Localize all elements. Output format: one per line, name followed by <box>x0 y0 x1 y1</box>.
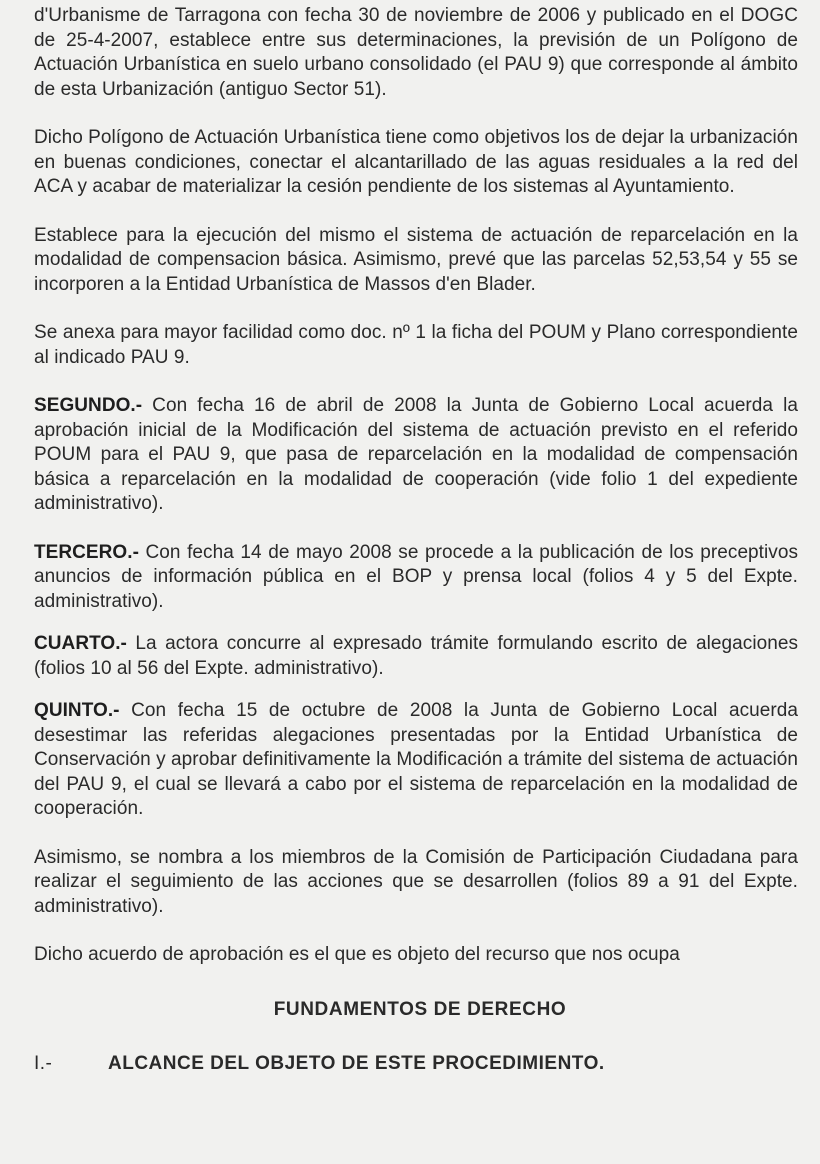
section-heading: FUNDAMENTOS DE DERECHO <box>273 998 567 1020</box>
paragraph-poum-background: d'Urbanisme de Tarragona con fecha 30 de noviembre de 2006 y publicado en el DOGC de 25-4-2007, establece entre sus determinaciones, la previsión de un Polígono de Actuación Urbanística en suelo urbano consolidado (el PAU 9) que corresponde al ámbito de esta Urbanización (antiguo Sector 51). <box>34 5 798 100</box>
paragraph-annex: Se anexa para mayor facilidad como doc. nº 1 la ficha del POUM y Plano correspondiente al indicado PAU 9. <box>34 322 798 368</box>
subsection-number: I.- <box>34 1052 53 1074</box>
quinto-text: Con fecha 15 de octubre de 2008 la Junta de Gobierno Local acuerda desestimar las referidas alegaciones presentadas por la Entidad Urbanística de Conservación y aprobar definitivamente la Modificación a trámite del sistema de actuación del PAU 9, el cual se llevará a cabo por el sistema de reparcelación en la modalidad de cooperación. <box>34 700 798 819</box>
paragraph-quinto <box>34 699 798 822</box>
subsection-heading <box>34 1052 798 1076</box>
paragraph-actuation-system: Establece para la ejecución del mismo el sistema de actuación de reparcelación en la modalidad de compensacion básica. Asimismo, prevé que las parcelas 52,53,54 y 55 se incorporen a la Entidad Urbanística de Massos d'en Blader. <box>34 224 798 295</box>
subsection-title: ALCANCE DEL OBJETO DE ESTE PROCEDIMIENTO. <box>108 1052 605 1074</box>
tercero-label: TERCERO.- <box>34 541 139 563</box>
paragraph-segundo <box>34 394 798 517</box>
cuarto-label: CUARTO.- <box>34 633 127 654</box>
paragraph-tercero <box>34 541 798 615</box>
paragraph-pau-objectives: Dicho Polígono de Actuación Urbanística tiene como objetivos los de dejar la urbanización en buenas condiciones, conectar el alcantarillado de las aguas residuales a la red del ACA y acabar de materializar la cesión pendiente de los sistemas al Ayuntamiento. <box>34 127 798 197</box>
paragraph-cuarto <box>34 632 798 681</box>
quinto-label: QUINTO.- <box>34 700 120 721</box>
tercero-text: Con fecha 14 de mayo 2008 se procede a la publicación de los preceptivos anuncios de información pública en el BOP y prensa local (folios 4 y 5 del Expte. administrativo). <box>34 541 798 612</box>
segundo-text: Con fecha 16 de abril de 2008 la Junta de Gobierno Local acuerda la aprobación inicial de la Modificación del sistema de actuación previsto en el referido POUM para el PAU 9, que pasa de reparcelación en la modalidad de compensación básica a reparcelación en la modalidad de cooperación (vide folio 1 del expediente administrativo). <box>34 395 798 514</box>
cuarto-text: La actora concurre al expresado trámite formulando escrito de alegaciones (folios 10 al 56 del Expte. administrativo). <box>34 633 798 679</box>
segundo-label: SEGUNDO.- <box>34 395 143 416</box>
paragraph-appeal-object: Dicho acuerdo de aprobación es el que es objeto del recurso que nos ocupa <box>34 944 680 965</box>
paragraph-commission: Asimismo, se nombra a los miembros de la Comisión de Participación Ciudadana para realizar el seguimiento de las acciones que se desarrollen (folios 89 a 91 del Expte. administrativo). <box>34 846 798 917</box>
